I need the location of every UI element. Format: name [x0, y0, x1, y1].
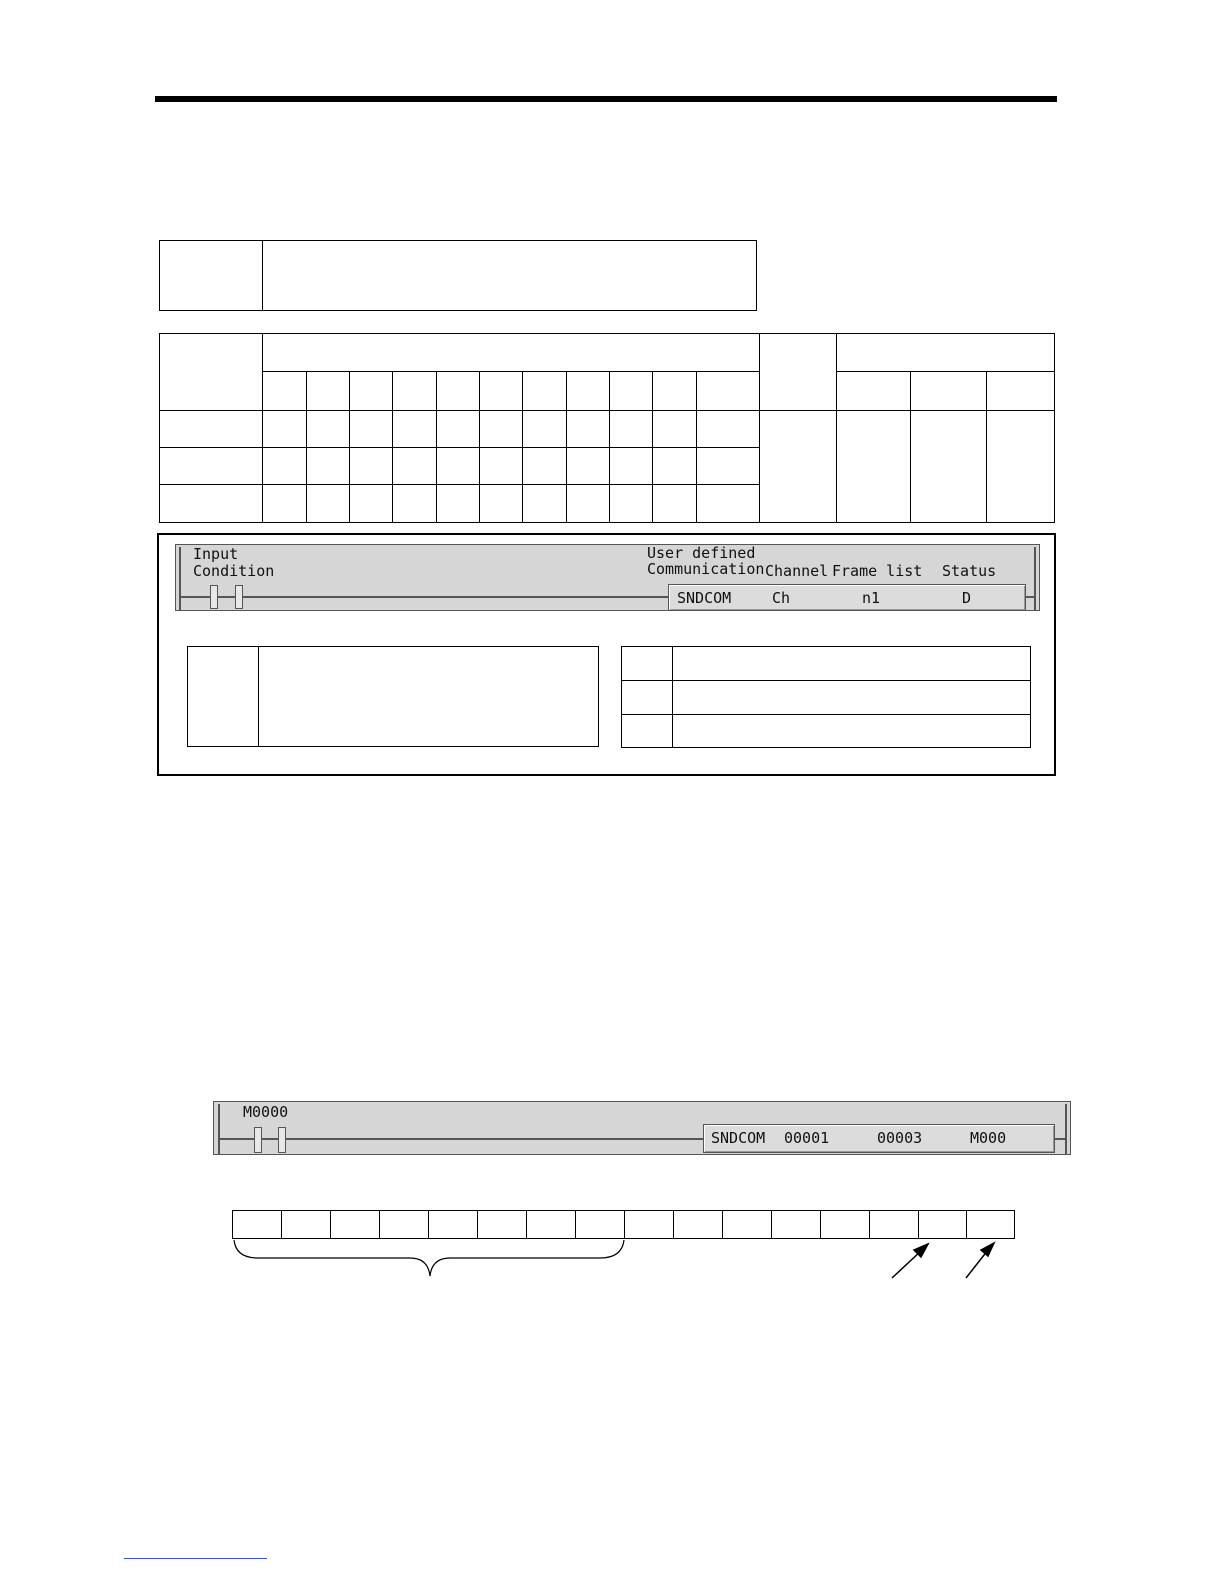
operand-status: D [962, 589, 972, 607]
arrow-icon [966, 1243, 994, 1278]
arrow-icon [892, 1244, 928, 1278]
status-header: Status [942, 562, 997, 580]
operand-channel: 00001 [784, 1129, 830, 1147]
footer-link-underline[interactable] [124, 1558, 267, 1559]
function-label-line1: User defined [647, 544, 756, 562]
contact-label: M0000 [243, 1103, 289, 1121]
operand-frame-list: 00003 [877, 1129, 923, 1147]
instruction-name: SNDCOM [677, 589, 732, 607]
channel-header: Channel [765, 562, 829, 580]
instruction-name: SNDCOM [711, 1129, 766, 1147]
operand-frame-list: n1 [862, 589, 881, 607]
frame-list-header: Frame list [832, 562, 923, 580]
input-label-line1: Input [193, 545, 239, 563]
operand-channel: Ch [772, 589, 791, 607]
operand-status: M000 [970, 1129, 1007, 1147]
brace [234, 1240, 624, 1276]
input-label-line2: Condition [193, 562, 275, 580]
function-label-line2: Communication [647, 560, 765, 578]
